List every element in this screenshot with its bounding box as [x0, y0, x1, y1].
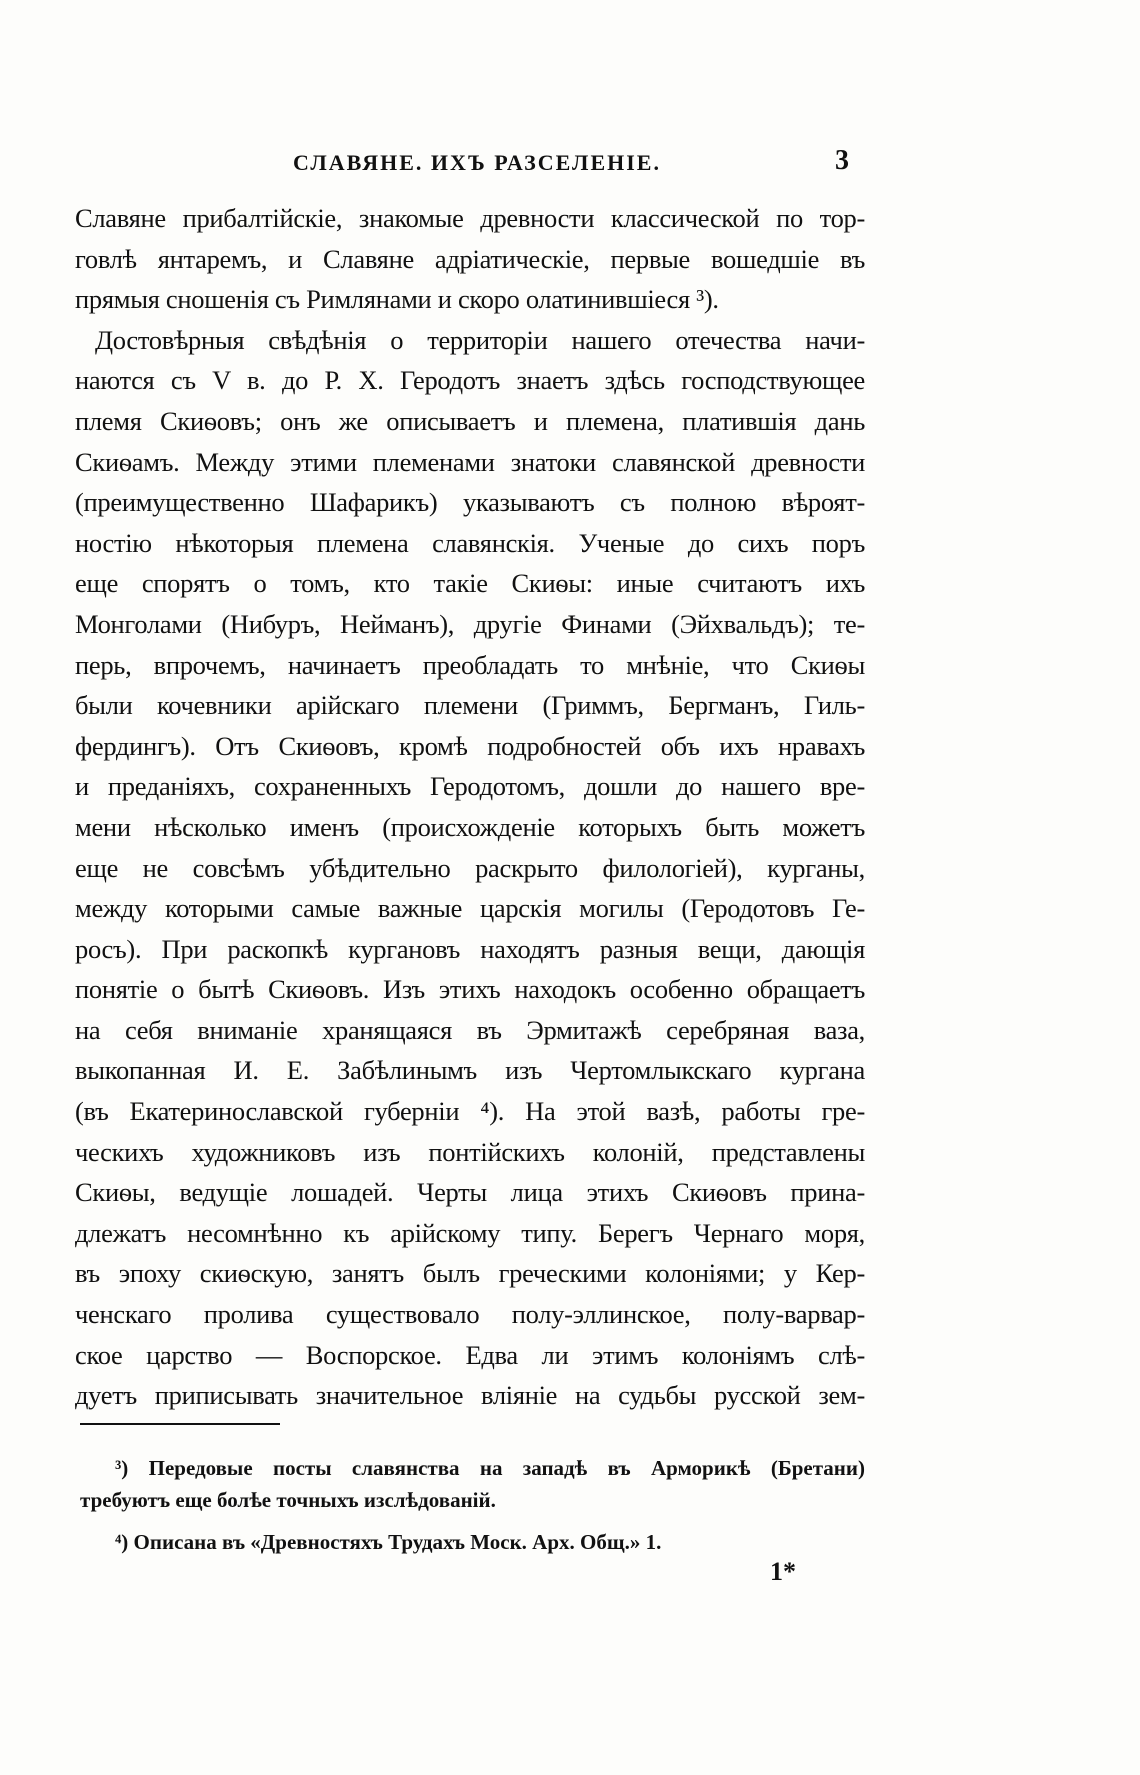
text-line: перь, впрочемъ, начинаетъ преобладать то мнѣніе, что Скиѳы	[75, 649, 865, 680]
text-line: Скиѳамъ. Между этими племенами знатоки славянской древности	[75, 446, 865, 477]
text-line: росъ). При раскопкѣ кургановъ находятъ разныя вещи, дающія	[75, 933, 865, 964]
text-line: выкопанная И. Е. Забѣлинымъ изъ Чертомлыкскаго кургана	[75, 1055, 865, 1086]
running-head: СЛАВЯНЕ. ИХЪ РАЗСЕЛЕНІЕ.	[293, 150, 661, 175]
body-text	[75, 198, 865, 1416]
text-line: ченскаго пролива существовало полу-эллинское, полу-варвар-	[75, 1299, 865, 1330]
footnotes	[80, 1452, 865, 1558]
signature-mark: 1*	[770, 1557, 796, 1586]
footnote-3-line-2: требуютъ еще болѣе точныхъ изслѣдованій.	[80, 1488, 496, 1512]
text-line: дуетъ приписывать значительное вліяніе на судьбы русской зем-	[75, 1380, 865, 1411]
text-line: между которыми самые важные царскія могилы (Геродотовъ Ге-	[75, 893, 865, 924]
text-line: ческихъ художниковъ изъ понтійскихъ колоній, представлены	[75, 1136, 865, 1167]
page-number: 3	[835, 145, 849, 176]
text-line: племя Скиѳовъ; онъ же описываетъ и племена, платившія дань	[75, 405, 865, 436]
text-line: еще спорятъ о томъ, кто такіе Скиѳы: иные считаютъ ихъ	[75, 568, 865, 599]
text-line: ское царство — Воспорское. Едва ли этимъ колоніямъ слѣ-	[75, 1339, 865, 1370]
footnote-4: ⁴) Описана въ «Древностяхъ Трудахъ Моск. Арх. Общ.» 1.	[115, 1530, 662, 1554]
text-line: въ эпоху скиѳскую, занятъ былъ греческими колоніями; у Кер-	[75, 1258, 865, 1289]
text-line: понятіе о бытѣ Скиѳовъ. Изъ этихъ находокъ особенно обращаетъ	[75, 974, 865, 1005]
text-line: говлѣ янтаремъ, и Славяне адріатическіе, первые вошедшіе въ	[75, 243, 865, 274]
text-line: Славяне прибалтійскіе, знакомые древности классической по тор-	[75, 203, 865, 233]
text-line: еще не совсѣмъ убѣдительно раскрыто филологіей), курганы,	[75, 852, 865, 883]
text-line: (преимущественно Шафарикъ) указываютъ съ полною вѣроят-	[75, 487, 865, 518]
footnote-rule	[80, 1423, 280, 1425]
text-line: мени нѣсколько именъ (происхожденіе которыхъ быть можетъ	[75, 811, 865, 842]
text-line: длежатъ несомнѣнно къ арійскому типу. Берегъ Чернаго моря,	[75, 1217, 865, 1248]
text-line: Достовѣрныя свѣдѣнія о территоріи нашего отечества начи-	[95, 324, 865, 355]
text-line: Монголами (Нибуръ, Нейманъ), другіе Финами (Эйхвальдъ); те-	[75, 608, 865, 639]
text-line: и преданіяхъ, сохраненныхъ Геродотомъ, дошли до нашего вре-	[75, 771, 865, 802]
text-line: были кочевники арійскаго племени (Гриммъ, Бергманъ, Гиль-	[75, 690, 865, 721]
text-line: Скиѳы, ведущіе лошадей. Черты лица этихъ Скиѳовъ прина-	[75, 1177, 865, 1208]
text-line: прямыя сношенія съ Римлянами и скоро олатинившіеся ³).	[75, 284, 719, 315]
text-line: (въ Екатеринославской губерніи ⁴). На этой вазѣ, работы гре-	[75, 1096, 865, 1127]
text-line: фердингъ). Отъ Скиѳовъ, кромѣ подробностей объ ихъ нравахъ	[75, 730, 865, 761]
text-line: наются съ V в. до Р. Х. Геродотъ знаетъ здѣсь господствующее	[75, 365, 865, 396]
footnote-3-line-1: ³) Передовые посты славянства на западѣ въ Арморикѣ (Бретани)	[115, 1456, 865, 1480]
text-line: ностію нѣкоторыя племена славянскія. Ученые до сихъ поръ	[75, 527, 865, 558]
text-line: на себя вниманіе хранящаяся въ Эрмитажѣ серебряная ваза,	[75, 1014, 865, 1045]
